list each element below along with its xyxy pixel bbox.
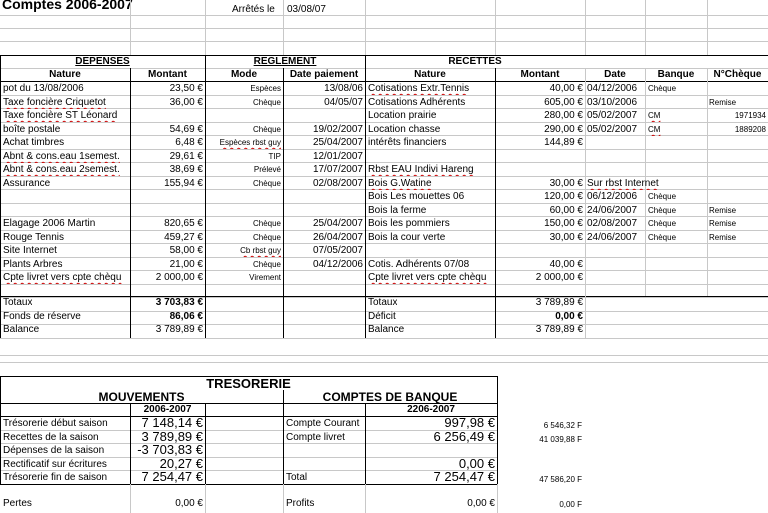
grid-line [205, 484, 206, 513]
mouvements-header: MOUVEMENTS [98, 390, 185, 404]
reg-mode[interactable]: Espèces [250, 84, 281, 93]
treso-value[interactable]: 7 148,14 € [141, 416, 203, 430]
dep-montant[interactable]: 459,27 € [164, 232, 203, 243]
grid-line [0, 484, 497, 485]
rec-banque[interactable]: Chèque [648, 219, 677, 228]
treso-compte[interactable]: Compte Courant [286, 418, 360, 429]
reg-date[interactable]: 17/07/2007 [312, 164, 363, 175]
grid-line [707, 0, 708, 55]
col-date-rec: Date [604, 69, 626, 80]
rec-date[interactable]: 05/02/2007 [587, 110, 638, 121]
year-right: 2206-2007 [407, 404, 455, 415]
reg-mode[interactable]: Chèque [252, 260, 281, 269]
dep-montant[interactable]: 29,61 € [169, 151, 203, 162]
rec-montant[interactable]: 40,00 € [549, 83, 583, 94]
col-nature-rec: Nature [414, 69, 446, 80]
rec-montant[interactable]: 144,89 € [544, 137, 583, 148]
dep-montant[interactable]: 36,00 € [169, 97, 203, 108]
rec-cheque[interactable]: 1971934 [734, 111, 766, 120]
rec-banque[interactable]: Chèque [648, 192, 677, 201]
rec-montant[interactable]: 2 000,00 € [535, 272, 583, 283]
dep-montant[interactable]: 155,94 € [164, 178, 203, 189]
grid-line [365, 55, 366, 338]
rec-montant[interactable]: 30,00 € [549, 178, 583, 189]
treso-francs[interactable]: 47 586,20 F [539, 475, 582, 484]
profits-value[interactable]: 0,00 € [467, 498, 495, 509]
rec-nature[interactable]: Location prairie [368, 110, 437, 121]
treso-label[interactable]: Rectificatif sur écritures [3, 459, 107, 470]
rec-nature[interactable]: Location chasse [368, 124, 441, 135]
treso-compte[interactable]: Compte livret [286, 432, 345, 443]
reg-date[interactable]: 12/01/2007 [312, 151, 363, 162]
reg-date[interactable]: 04/05/07 [324, 97, 363, 108]
col-cheque: N°Chèque [713, 69, 762, 80]
dep-balance-value[interactable]: 3 789,89 € [155, 324, 203, 335]
grid-line [0, 362, 768, 363]
dep-totaux-value[interactable]: 3 703,83 € [155, 297, 203, 308]
rec-montant[interactable]: 60,00 € [549, 205, 583, 216]
rec-date[interactable]: 02/08/2007 [587, 218, 638, 229]
grid-line [0, 28, 768, 29]
reg-date[interactable]: 04/12/2006 [312, 259, 363, 270]
rec-nature[interactable]: Cotisations Adhérents [368, 97, 466, 108]
dep-montant[interactable]: 820,65 € [164, 218, 203, 229]
rec-date[interactable]: 06/12/2006 [587, 191, 638, 202]
reg-date[interactable]: 26/04/2007 [312, 232, 363, 243]
rec-montant[interactable]: 40,00 € [549, 259, 583, 270]
rec-banque[interactable]: Chèque [648, 233, 677, 242]
grid-line [707, 68, 708, 296]
grid-line [585, 0, 586, 55]
grid-line [130, 0, 131, 55]
treso-value[interactable]: 20,27 € [159, 457, 203, 471]
dep-nature[interactable]: Cpte livret vers cpte chèqu [3, 272, 122, 283]
dep-nature[interactable]: Elagage 2006 Martin [3, 218, 96, 229]
rec-montant[interactable]: 605,00 € [544, 97, 583, 108]
treso-label[interactable]: Dépenses de la saison [3, 445, 105, 456]
reg-date[interactable]: 02/08/2007 [312, 178, 363, 189]
reg-date[interactable]: 07/05/2007 [312, 245, 363, 256]
treso-compte-value[interactable]: 6 256,49 € [433, 430, 495, 444]
rec-totaux-value[interactable]: 3 789,89 € [535, 297, 583, 308]
reg-date[interactable]: 19/02/2007 [312, 124, 363, 135]
treso-francs[interactable]: 41 039,88 F [539, 435, 582, 444]
grid-line [497, 484, 498, 513]
dep-montant[interactable]: 2 000,00 € [155, 272, 203, 283]
reserve-label: Fonds de réserve [3, 311, 81, 322]
grid-line [365, 0, 366, 55]
rec-montant[interactable]: 290,00 € [544, 124, 583, 135]
col-montant-dep: Montant [148, 69, 187, 80]
col-montant-rec: Montant [520, 69, 560, 80]
rec-banque[interactable]: Chèque [648, 84, 677, 93]
dep-nature[interactable]: Plants Arbres [3, 259, 63, 270]
reg-mode[interactable]: Chèque [252, 219, 281, 228]
grid-line [0, 338, 768, 339]
reg-mode[interactable]: Chèque [252, 179, 281, 188]
pertes-label: Pertes [3, 498, 32, 509]
tresorerie-title: TRESORERIE [206, 376, 291, 391]
depenses-header: DEPENSES [75, 56, 130, 67]
rec-nature[interactable]: Bois Les mouettes 06 [368, 191, 465, 202]
rec-cheque[interactable]: Remise [709, 219, 737, 228]
page-title: Comptes 2006-2007 [2, 0, 133, 12]
rec-montant[interactable]: 120,00 € [544, 191, 583, 202]
reg-mode[interactable]: Virement [249, 273, 281, 282]
treso-francs[interactable]: 6 546,32 F [543, 421, 582, 430]
reg-mode[interactable]: Prélevé [253, 165, 281, 174]
rec-banque[interactable]: Chèque [648, 206, 677, 215]
dep-nature[interactable]: Taxe foncière Criquetot [3, 97, 106, 108]
grid-line [497, 376, 498, 484]
grid-line [283, 0, 284, 55]
grid-line [495, 0, 496, 55]
dep-montant[interactable]: 6,48 € [175, 137, 203, 148]
dep-nature[interactable]: Rouge Tennis [3, 232, 64, 243]
arretes-label: Arrêtés le [232, 4, 275, 15]
rec-cheque[interactable]: Remise [709, 98, 737, 107]
grid-line [585, 68, 586, 338]
dep-balance-label: Balance [3, 324, 40, 335]
deficit-value[interactable]: 0,00 € [555, 311, 583, 322]
reserve-value[interactable]: 86,06 € [169, 311, 203, 322]
grid-line [645, 0, 646, 55]
treso-label[interactable]: Trésorerie fin de saison [3, 472, 108, 483]
arretes-date[interactable]: 03/08/07 [287, 4, 326, 15]
rec-balance-label: Balance [368, 324, 405, 335]
reg-mode[interactable]: Chèque [252, 98, 281, 107]
dep-montant[interactable]: 58,00 € [169, 245, 203, 256]
grid-line [0, 284, 768, 285]
grid-line [0, 55, 1, 338]
grid-line [0, 41, 768, 42]
treso-value[interactable]: -3 703,83 € [137, 443, 203, 457]
grid-line [0, 15, 768, 16]
dep-nature[interactable]: boîte postale [3, 124, 61, 135]
rec-nature[interactable]: Cotisations Extr.Tennis [368, 83, 470, 94]
comptes-header: COMPTES DE BANQUE [322, 390, 458, 404]
rec-balance-value[interactable]: 3 789,89 € [535, 324, 583, 335]
treso-compte-value[interactable]: 7 254,47 € [433, 470, 495, 484]
rec-date[interactable]: 03/10/2006 [587, 97, 638, 108]
recettes-header: RECETTES [448, 56, 502, 67]
rec-montant[interactable]: 30,00 € [549, 232, 583, 243]
treso-compte-value[interactable]: 0,00 € [458, 457, 495, 471]
reg-mode[interactable]: Chèque [252, 233, 281, 242]
grid-line [283, 390, 284, 484]
dep-totaux-label: Totaux [3, 297, 33, 308]
rec-date[interactable]: 24/06/2007 [587, 205, 638, 216]
grid-line [365, 484, 366, 513]
rec-montant[interactable]: 280,00 € [544, 110, 583, 121]
dep-nature[interactable]: Assurance [3, 178, 51, 189]
reg-date[interactable]: 13/08/06 [324, 83, 363, 94]
rec-nature[interactable]: Bois la cour verte [368, 232, 446, 243]
rec-date[interactable]: 05/02/2007 [587, 124, 638, 135]
dep-montant[interactable]: 38,69 € [169, 164, 203, 175]
rec-nature[interactable]: intérêts financiers [368, 137, 447, 148]
rec-cheque[interactable]: Remise [709, 206, 737, 215]
reg-mode[interactable]: Chèque [252, 125, 281, 134]
reglement-header: REGLEMENT [253, 56, 317, 67]
rec-banque[interactable]: CM [648, 111, 661, 120]
dep-nature[interactable]: Abnt & cons.eau 1semest. [3, 151, 120, 162]
deficit-label: Déficit [368, 311, 396, 322]
reg-date[interactable]: 25/04/2007 [312, 137, 363, 148]
rec-nature[interactable]: Cotis. Adhérents 07/08 [368, 259, 470, 270]
col-date-paiement: Date paiement [289, 69, 359, 80]
dep-nature[interactable]: pot du 13/08/2006 [3, 83, 84, 94]
rec-nature[interactable]: Bois les pommiers [368, 218, 450, 229]
profits-francs[interactable]: 0,00 F [559, 500, 582, 509]
rec-nature[interactable]: Bois la ferme [368, 205, 427, 216]
reg-mode[interactable]: TIP [268, 152, 281, 161]
reg-date[interactable]: 25/04/2007 [312, 218, 363, 229]
dep-montant[interactable]: 23,50 € [169, 83, 203, 94]
treso-label[interactable]: Trésorerie début saison [3, 418, 108, 429]
treso-value[interactable]: 7 254,47 € [141, 470, 203, 484]
treso-compte[interactable]: Total [286, 472, 308, 483]
col-nature-dep: Nature [49, 69, 81, 80]
rec-date[interactable]: 24/06/2007 [587, 232, 638, 243]
rec-nature[interactable]: Bois G.Watine [368, 178, 432, 189]
grid-line [0, 355, 768, 356]
rec-totaux-label: Totaux [368, 297, 398, 308]
dep-nature[interactable]: Abnt & cons.eau 2semest. [3, 164, 120, 175]
rec-nature[interactable]: Cpte livret vers cpte chèqu [368, 272, 487, 283]
grid-line [205, 0, 206, 55]
grid-line [283, 484, 284, 513]
profits-label: Profits [286, 498, 315, 509]
col-banque: Banque [657, 69, 695, 80]
dep-montant[interactable]: 21,00 € [169, 259, 203, 270]
dep-montant[interactable]: 54,69 € [169, 124, 203, 135]
dep-nature[interactable]: Site Internet [3, 245, 57, 256]
col-mode: Mode [230, 69, 258, 80]
treso-label[interactable]: Recettes de la saison [3, 432, 99, 443]
dep-nature[interactable]: Taxe foncière ST Léonard [3, 110, 118, 121]
rec-montant[interactable]: 150,00 € [544, 218, 583, 229]
rec-date[interactable]: Sur rbst Internet [587, 178, 659, 189]
pertes-value[interactable]: 0,00 € [175, 498, 203, 509]
treso-compte-value[interactable]: 997,98 € [444, 416, 495, 430]
rec-nature[interactable]: Rbst EAU Indivi Hareng [368, 164, 474, 175]
rec-cheque[interactable]: 1889208 [734, 125, 766, 134]
reg-mode[interactable]: Espèces rbst guy [219, 138, 281, 147]
dep-nature[interactable]: Achat timbres [3, 137, 65, 148]
treso-value[interactable]: 3 789,89 € [141, 430, 203, 444]
rec-banque[interactable]: CM [648, 125, 661, 134]
rec-cheque[interactable]: Remise [709, 233, 737, 242]
year-left: 2006-2007 [143, 404, 192, 415]
grid-line [205, 403, 206, 484]
reg-mode[interactable]: Cb rbst guy [240, 246, 281, 255]
rec-date[interactable]: 04/12/2006 [587, 83, 638, 94]
